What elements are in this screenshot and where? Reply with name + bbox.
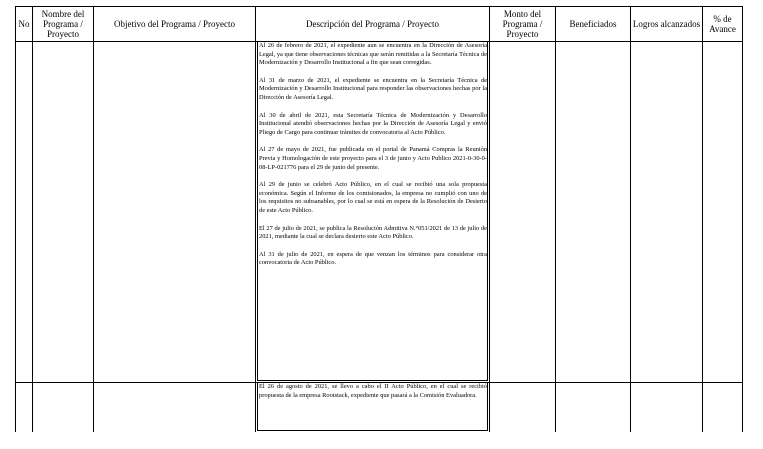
col-border [630,6,631,432]
description-paragraph: Al 29 de junio se celebró Acto Público, en el cual se recibió una sola propuesta económica. Según el Informe de los comisionados, la empresa no cumplió con uno de los requisitos no subsanables, por lo cual se está en espera de la Resolución de Desierto de este Acto Público. [259,181,487,214]
description-paragraph: El 26 de agosto de 2021, se llevo a cabo el II Acto Público, en el cual se recibió propuesta de la empresa Rootstack, expediente que pasará a la Comisión Evaluadora. [259,383,487,399]
header-logros: Logros alcanzados [632,19,701,29]
col-border [742,6,743,432]
description-paragraph: Al 30 de abril de 2021, esta Secretaría Técnica de Modernización y Desarrollo Institucional atendió observaciones hechas por la Dirección de Asesoría Legal y envió Pliego de Cargo para continuar trámites de convocatoria al Acto Público. [259,111,487,136]
description-paragraph: Al 27 de mayo de 2021, fue publicada en el portal de Panamá Compras la Reunión Previa y Homologación de este proyecto para el 3 de junio y Acto Publico 2021-0-30-0-08-LP-021776 para el 29 de junio del presente. [259,146,487,171]
description-row-1 [259,42,487,277]
description-paragraph: Al 26 de febrero de 2021, el expediente aun se encuentra en la Dirección de Asesoría Legal, ya que tiene observaciones técnicas que serán remitidas a la Secretaría Técnica de Modernización y Desarrollo Institucional a fin que sean corregidas. [259,42,487,67]
col-border [15,6,16,432]
col-border [255,6,256,432]
description-paragraph: Al 31 de marzo de 2021, el expediente se encuentra en la Secretaría Técnica de Modernización y Desarrollo Institucional para responder las observaciones hechas por la Dirección de Asesoría Legal. [259,76,487,101]
col-border [702,6,703,432]
col-border [93,6,94,432]
col-border [489,6,490,432]
header-no: No [18,19,30,29]
header-descripcion: Descripción del Programa / Proyecto [306,19,439,29]
header-nombre: Nombre del Programa / Proyecto [41,9,85,39]
description-row-2 [259,383,487,409]
header-objetivo: Objetivo del Programa / Proyecto [114,19,235,29]
header-monto: Monto del Programa / Proyecto [502,9,543,39]
header-beneficiados: Beneficiados [569,19,617,29]
col-border [555,6,556,432]
description-paragraph: Al 31 de julio de 2021, en espera de que venzan los términos para considerar otra convocatoria de Acto Público. [259,250,487,267]
header-avance: % de Avance [709,14,736,34]
description-paragraph: El 27 de julio de 2021, se publica la Resolución Admitiva N.°051/2021 de 13 de julio de 2021, mediante la cual se declara desierto este Acto Público. [259,224,487,241]
col-border [32,6,33,432]
